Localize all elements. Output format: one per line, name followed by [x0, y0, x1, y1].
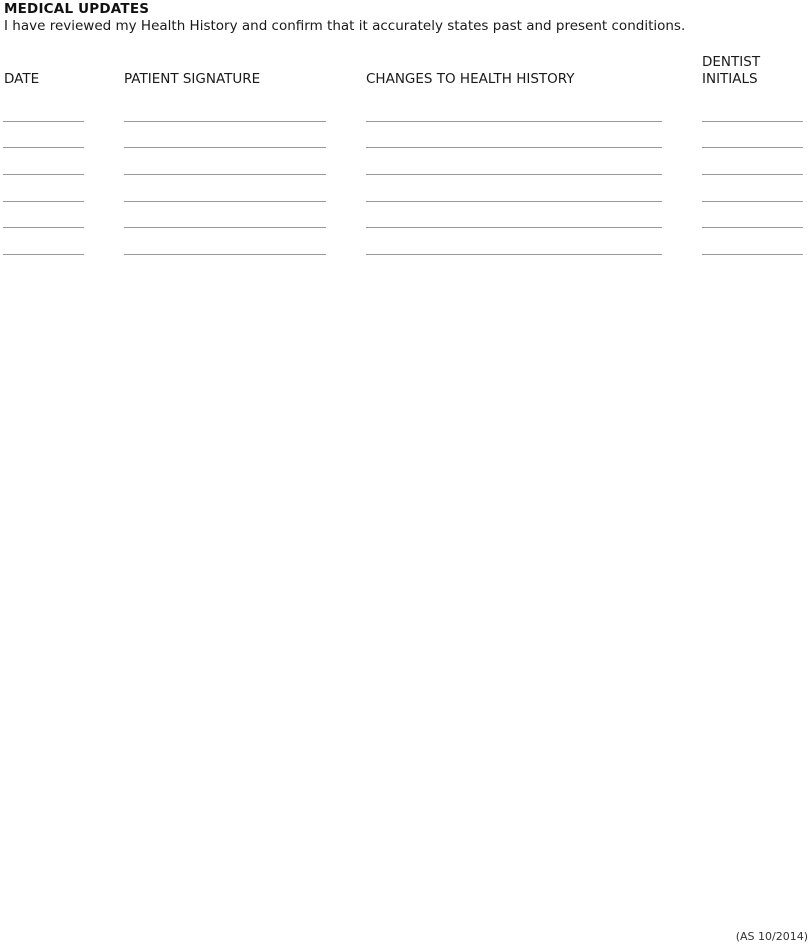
dentist-initials-line2: INITIALS: [702, 71, 758, 87]
changes-line[interactable]: [366, 147, 662, 148]
initials-line[interactable]: [702, 121, 803, 122]
signature-line[interactable]: [124, 121, 326, 122]
date-line[interactable]: [3, 174, 84, 175]
date-line[interactable]: [3, 147, 84, 148]
changes-line[interactable]: [366, 174, 662, 175]
date-line[interactable]: [3, 121, 84, 122]
signature-line[interactable]: [124, 227, 326, 228]
signature-line[interactable]: [124, 147, 326, 148]
changes-line[interactable]: [366, 254, 662, 255]
dentist-initials-line1: DENTIST: [702, 54, 761, 70]
date-line[interactable]: [3, 227, 84, 228]
form-code: (AS 10/2014): [735, 930, 808, 943]
column-header-date: DATE: [4, 71, 40, 87]
signature-line[interactable]: [124, 174, 326, 175]
date-line[interactable]: [3, 254, 84, 255]
date-line[interactable]: [3, 201, 84, 202]
column-header-patient-signature: PATIENT SIGNATURE: [124, 71, 261, 87]
section-title: MEDICAL UPDATES: [4, 1, 150, 17]
initials-line[interactable]: [702, 227, 803, 228]
changes-line[interactable]: [366, 227, 662, 228]
changes-line[interactable]: [366, 121, 662, 122]
signature-line[interactable]: [124, 254, 326, 255]
initials-line[interactable]: [702, 147, 803, 148]
signature-line[interactable]: [124, 201, 326, 202]
initials-line[interactable]: [702, 201, 803, 202]
initials-line[interactable]: [702, 174, 803, 175]
initials-line[interactable]: [702, 254, 803, 255]
update-rows: [0, 0, 810, 280]
changes-line[interactable]: [366, 201, 662, 202]
confirmation-statement: I have reviewed my Health History and confirm that it accurately states past and present conditions.: [4, 18, 686, 34]
column-header-changes: CHANGES TO HEALTH HISTORY: [366, 71, 575, 87]
